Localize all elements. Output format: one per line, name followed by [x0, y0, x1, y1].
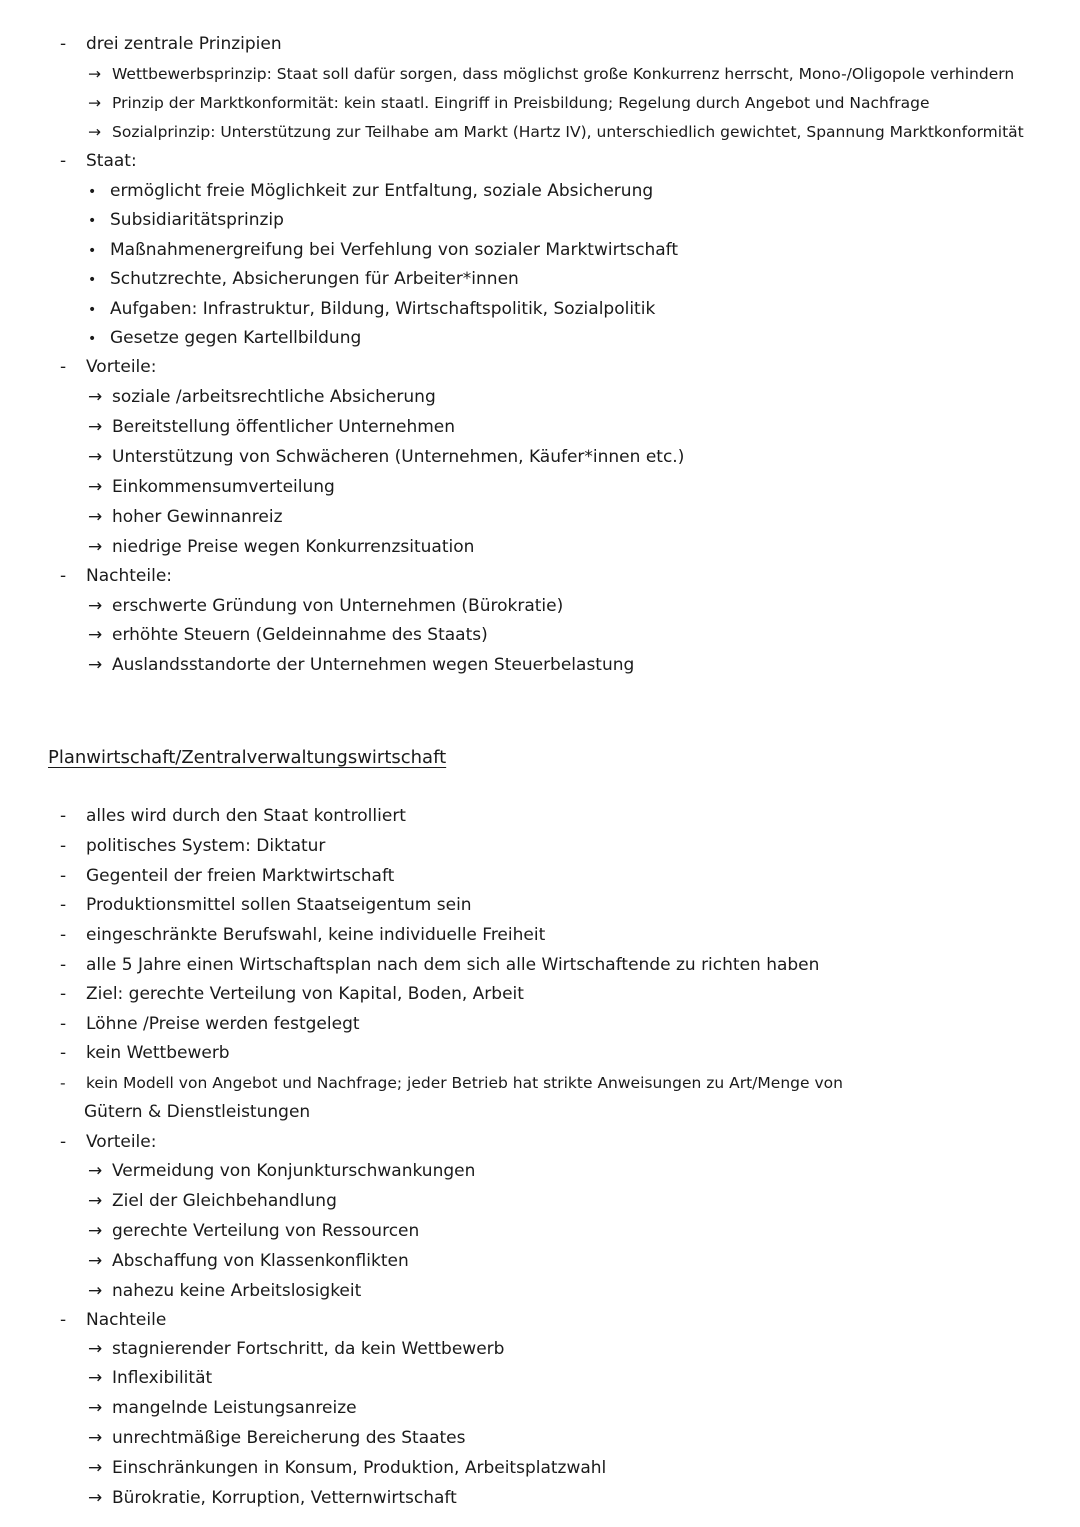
state-item: • Subsidiaritätsprinzip [88, 210, 284, 230]
plan-advantages-title: Vorteile: [86, 1132, 157, 1152]
bullet-principles: - drei zentrale Prinzipien [60, 34, 282, 54]
plan-disadvantage-item: → Bürokratie, Korruption, Vetternwirtschaft [88, 1488, 457, 1508]
principle-item: → Prinzip der Marktkonformität: kein staatl. Eingriff in Preisbildung; Regelung durch Angebot und Nachfrage [88, 94, 930, 112]
plan-item: - Löhne /Preise werden festgelegt [60, 1014, 360, 1034]
state-item: • Schutzrechte, Absicherungen für Arbeiter*innen [88, 269, 519, 289]
plan-item: - politisches System: Diktatur [60, 836, 326, 856]
plan-advantage-item: → nahezu keine Arbeitslosigkeit [88, 1281, 362, 1301]
plan-item: - alle 5 Jahre einen Wirtschaftsplan nach dem sich alle Wirtschaftende zu richten haben [60, 955, 820, 975]
plan-item: - Gegenteil der freien Marktwirtschaft [60, 866, 395, 886]
advantage-item: → Unterstützung von Schwächeren (Unternehmen, Käufer*innen etc.) [88, 447, 685, 467]
advantages-title: Vorteile: [86, 357, 157, 377]
state-item: • Aufgaben: Infrastruktur, Bildung, Wirtschaftspolitik, Sozialpolitik [88, 299, 656, 319]
bullet-plan-disadvantages: - Nachteile [60, 1310, 167, 1330]
advantage-item: → Einkommensumverteilung [88, 477, 335, 497]
bullet-advantages: - Vorteile: [60, 357, 157, 377]
plan-disadvantage-item: → Einschränkungen in Konsum, Produktion, Arbeitsplatzwahl [88, 1458, 607, 1478]
state-item: • Maßnahmenergreifung bei Verfehlung von sozialer Marktwirtschaft [88, 240, 678, 260]
plan-advantage-item: → gerechte Verteilung von Ressourcen [88, 1221, 420, 1241]
plan-item: - Ziel: gerechte Verteilung von Kapital, Boden, Arbeit [60, 984, 524, 1004]
plan-item: - kein Wettbewerb [60, 1043, 230, 1063]
advantage-item: → soziale /arbeitsrechtliche Absicherung [88, 387, 436, 407]
advantage-item: → niedrige Preise wegen Konkurrenzsituation [88, 537, 475, 557]
plan-advantage-item: → Vermeidung von Konjunkturschwankungen [88, 1161, 476, 1181]
principle-item: → Wettbewerbsprinzip: Staat soll dafür sorgen, dass möglichst große Konkurrenz herrscht, Mono-/Oligopole verhindern [88, 65, 1015, 83]
bullet-plan-advantages: - Vorteile: [60, 1132, 157, 1152]
state-item: • Gesetze gegen Kartellbildung [88, 328, 362, 348]
plan-item: - eingeschränkte Berufswahl, keine individuelle Freiheit [60, 925, 546, 945]
principle-item: → Sozialprinzip: Unterstützung zur Teilhabe am Markt (Hartz IV), unterschiedlich gewichtet, Spannung Marktkonformität [88, 123, 1024, 141]
disadvantage-item: → erhöhte Steuern (Geldeinnahme des Staats) [88, 625, 488, 645]
plan-advantage-item: → Abschaffung von Klassenkonflikten [88, 1251, 409, 1271]
disadvantages-title: Nachteile: [86, 566, 173, 586]
state-title: Staat: [86, 151, 137, 171]
plan-item: - Produktionsmittel sollen Staatseigentum sein [60, 895, 472, 915]
advantage-item: → hoher Gewinnanreiz [88, 507, 283, 527]
bullet-disadvantages: - Nachteile: [60, 566, 173, 586]
disadvantage-item: → erschwerte Gründung von Unternehmen (Bürokratie) [88, 596, 564, 616]
state-item: • ermöglicht freie Möglichkeit zur Entfaltung, soziale Absicherung [88, 181, 654, 201]
plan-disadvantages-title: Nachteile [86, 1310, 167, 1330]
plan-disadvantage-item: → unrechtmäßige Bereicherung des Staates [88, 1428, 466, 1448]
bullet-state: - Staat: [60, 151, 137, 171]
plan-disadvantage-item: → stagnierender Fortschritt, da kein Wettbewerb [88, 1339, 505, 1359]
advantage-item: → Bereitstellung öffentlicher Unternehmen [88, 417, 456, 437]
principles-title: drei zentrale Prinzipien [86, 34, 282, 54]
plan-item-supply: - kein Modell von Angebot und Nachfrage; jeder Betrieb hat strikte Anweisungen zu Art/Menge von [60, 1074, 843, 1092]
plan-item: - alles wird durch den Staat kontrolliert [60, 806, 406, 826]
plan-advantage-item: → Ziel der Gleichbehandlung [88, 1191, 337, 1211]
disadvantage-item: → Auslandsstandorte der Unternehmen wegen Steuerbelastung [88, 655, 635, 675]
section-heading-planwirtschaft: Planwirtschaft/Zentralverwaltungswirtschaft [48, 747, 447, 768]
plan-disadvantage-item: → mangelnde Leistungsanreize [88, 1398, 357, 1418]
plan-item-supply-continued: Gütern & Dienstleistungen [84, 1102, 311, 1122]
plan-disadvantage-item: → Inflexibilität [88, 1368, 213, 1388]
